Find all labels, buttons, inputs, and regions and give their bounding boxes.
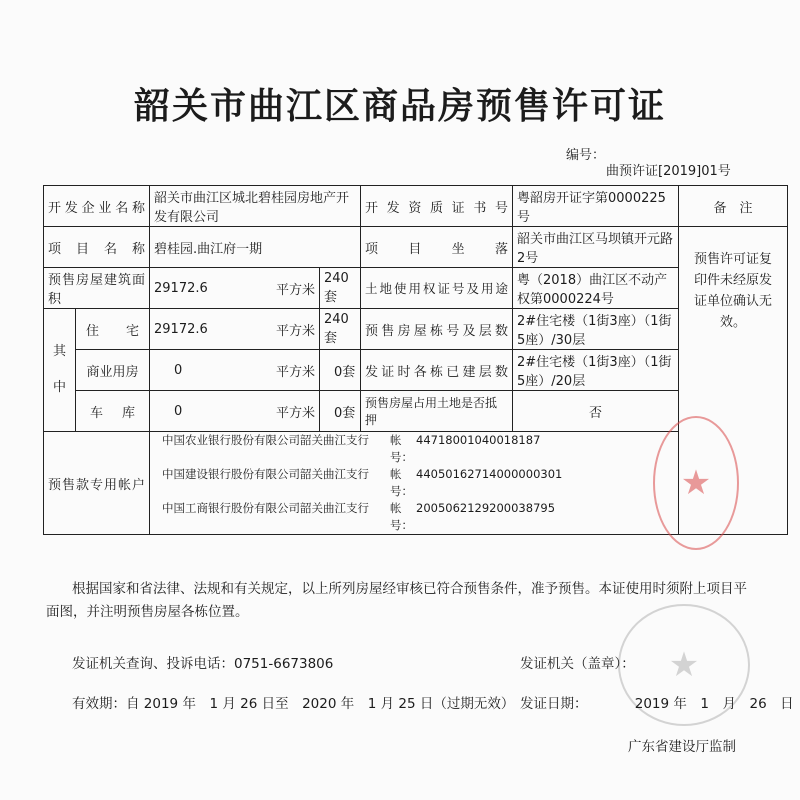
developer-value: 韶关市曲江区城北碧桂园房地产开发有限公司: [150, 186, 361, 227]
remark-label: 备 注: [679, 186, 788, 227]
commercial-cell: [150, 350, 320, 391]
residential-cell: [150, 309, 320, 350]
presale-count-cell: [320, 268, 361, 309]
commercial-unit: 平方米: [275, 364, 315, 380]
group-label: [44, 309, 76, 432]
building-value: 2#住宅楼（1街3座）（1街5座）/30层: [513, 309, 679, 350]
residential-unit: 平方米: [275, 323, 315, 339]
building-label: 预售房屋栋号及层数: [361, 309, 513, 350]
star-icon: ★: [668, 645, 700, 685]
account-key: 帐号：: [390, 467, 413, 498]
developer-label: 开发企业名称: [44, 186, 150, 227]
project-label: 项目名称: [44, 227, 150, 268]
account-number: 44718001040018187: [416, 433, 541, 447]
garage-unit: 平方米: [275, 405, 315, 421]
issue-date: 发证日期： 2019 年 1 月 26 日: [520, 696, 794, 712]
commercial-value: 0: [174, 362, 183, 378]
location-label: 项目坐落: [361, 227, 513, 268]
bank-name: 中国工商银行股份有限公司韶关曲江支行: [162, 501, 369, 515]
residential-count-cell: [320, 309, 361, 350]
group-label-text: 其中: [52, 344, 66, 395]
account-line-3: [162, 500, 674, 534]
land-cert-value: 粤（2018）曲江区不动产权第0000224号: [513, 268, 679, 309]
doc-number-value: 曲预许证[2019]01号: [606, 164, 731, 179]
account-number: 44050162714000000301: [416, 467, 563, 481]
residential-value: 29172.6: [154, 321, 208, 337]
approval-paragraph: 根据国家和省法律、法规和有关规定，以上所列房屋经审核已符合预售条件，准予预售。本证使用时须附上项目平面图，并注明预售房屋各栋位置。: [46, 581, 747, 620]
presale-area-value: 29172.6: [154, 280, 208, 296]
land-cert-label: 土地使用权证号及用途: [361, 268, 513, 309]
validity-period: 有效期：自 2019 年 1 月 26 日至 2020 年 1 月 25 日（过期无效）: [72, 696, 515, 712]
garage-cell: [150, 391, 320, 432]
commercial-count: 0: [334, 364, 343, 380]
garage-label: 车库: [76, 391, 150, 432]
account-line-2: [162, 466, 674, 500]
garage-count-cell: [320, 391, 361, 432]
presale-area-unit: 平方米: [275, 282, 315, 298]
set-unit: 套: [324, 331, 338, 346]
garage-count: 0: [334, 405, 343, 421]
set-unit: 套: [342, 364, 356, 380]
remark-content: 预售许可证复印件未经原发证单位确认无效。: [693, 252, 772, 330]
garage-value: 0: [174, 403, 183, 419]
presale-area-cell: [150, 268, 320, 309]
set-unit: 套: [324, 290, 338, 305]
bank-name: 中国建设银行股份有限公司韶关曲江支行: [162, 467, 369, 481]
residential-count: 240: [324, 312, 349, 327]
mortgage-label: 预售房屋占用土地是否抵押: [361, 391, 513, 432]
account-key: 帐号：: [390, 501, 413, 532]
mortgage-value: 否: [513, 391, 679, 432]
bank-name: 中国农业银行股份有限公司韶关曲江支行: [162, 433, 369, 447]
account-line-1: [162, 432, 674, 466]
doc-number-label: 编号：: [566, 148, 606, 163]
document-title: 韶关市曲江区商品房预售许可证: [133, 85, 666, 127]
presale-area-label: 预售房屋建筑面积: [44, 268, 150, 309]
built-floors-label: 发证时各栋已建层数: [361, 350, 513, 391]
complaint-phone: 发证机关查询、投诉电话：0751-6673806: [72, 656, 334, 672]
built-floors-value: 2#住宅楼（1街3座）（1街5座）/20层: [513, 350, 679, 391]
account-number: 2005062129200038795: [416, 501, 556, 515]
qualification-label: 开发资质证书号: [361, 186, 513, 227]
commercial-label: 商业用房: [76, 350, 150, 391]
residential-label: 住宅: [76, 309, 150, 350]
qualification-value: 粤韶房开证字第0000225号: [513, 186, 679, 227]
account-label: 预售款专用帐户: [44, 432, 150, 535]
supervising-authority: 广东省建设厅监制: [628, 739, 736, 755]
red-seal-stamp: [653, 416, 739, 550]
accounts-cell: [150, 432, 679, 535]
star-icon: ★: [680, 463, 712, 503]
presale-area-count: 240: [324, 271, 349, 286]
location-value: 韶关市曲江区马坝镇开元路2号: [513, 227, 679, 268]
project-value: 碧桂园.曲江府一期: [150, 227, 361, 268]
commercial-count-cell: [320, 350, 361, 391]
account-key: 帐号：: [390, 433, 413, 464]
set-unit: 套: [342, 405, 356, 421]
issuer-seal-label: 发证机关（盖章）：: [520, 656, 635, 672]
